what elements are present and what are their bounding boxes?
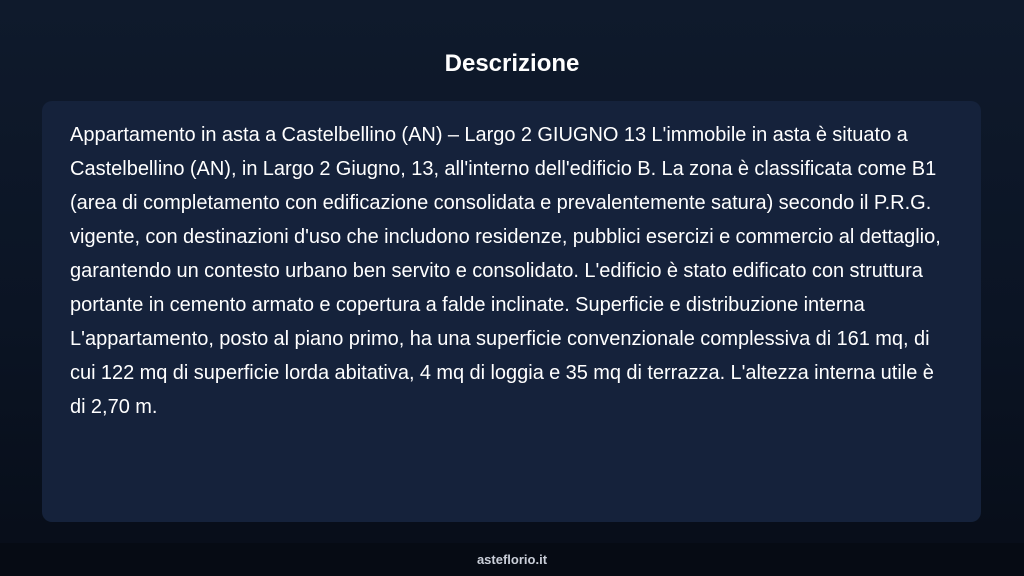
page-title: Descrizione: [444, 50, 580, 77]
description-card: [42, 101, 981, 522]
footer: [0, 543, 1024, 576]
description-text: Appartamento in asta a Castelbellino (AN) – Largo 2 GIUGNO 13 L'immobile in asta è situato a Castelbellino (AN), in Largo 2 Giugno, 13, all'interno dell'edificio B. La zona è classificata come B1 (area di completamento con edificazione consolidata e prevalentemente satura) secondo il P.R.G. vigente, con destinazioni d'uso che includono residenze, pubblici esercizi e commercio al dettaglio, garantendo un contesto urbano ben servito e consolidato. L'edificio è stato edificato con struttura portante in cemento armato e copertura a falde inclinate. Superficie e distribuzione interna L'appartamento, posto al piano primo, ha una superficie convenzionale complessiva di 161 mq, di cui 122 mq di superficie lorda abitativa, 4 mq di loggia e 35 mq di terrazza. L'altezza interna utile è di 2,70 m.: [70, 124, 941, 418]
footer-site-label: asteflorio.it: [476, 552, 548, 567]
